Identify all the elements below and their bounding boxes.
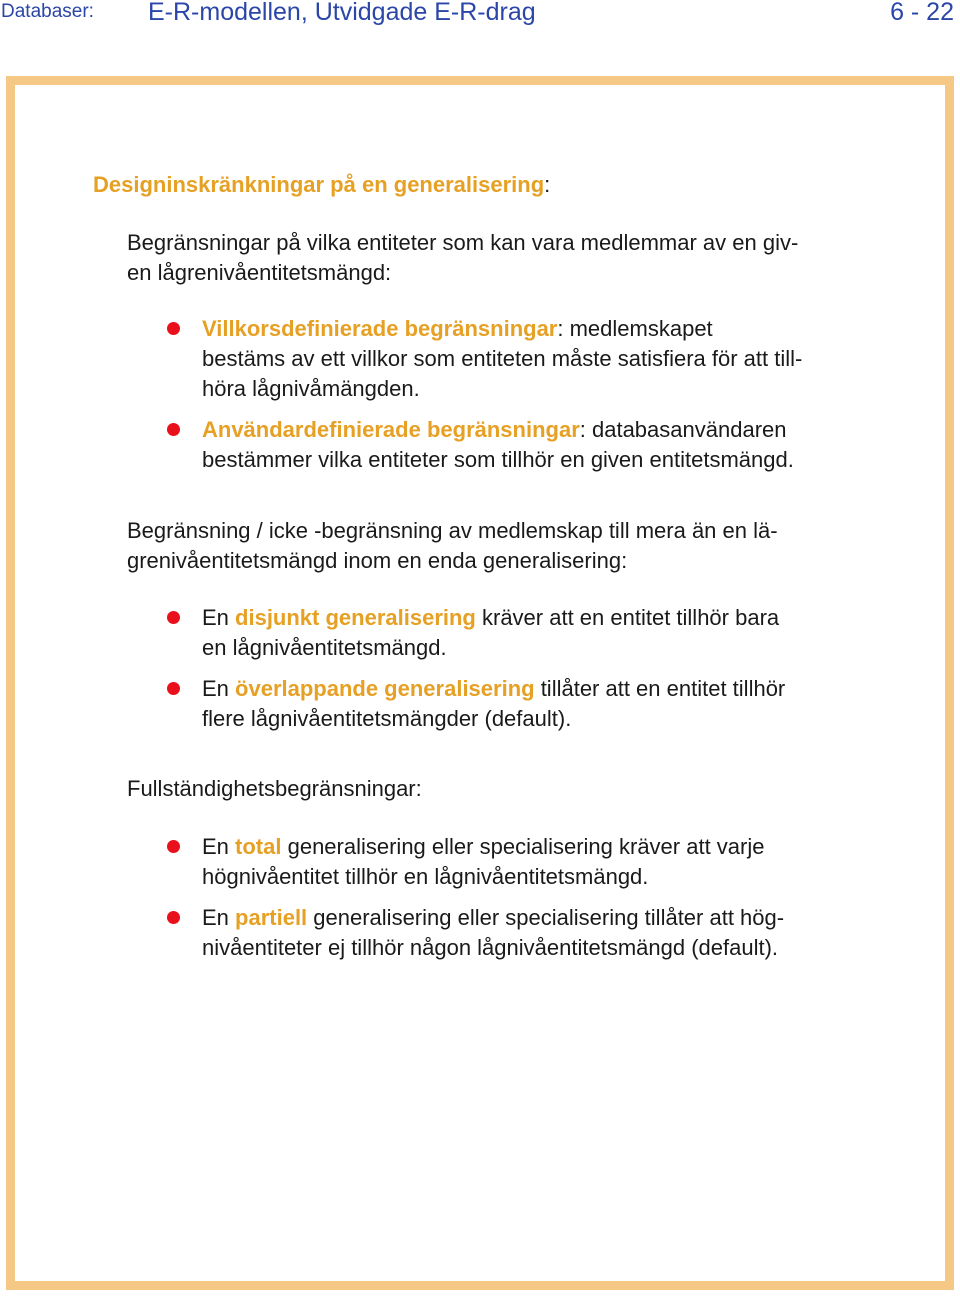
highlight-term: disjunkt generalisering xyxy=(235,605,476,630)
bullet-text: : databasanvändaren xyxy=(579,417,787,442)
section-1-intro-line-2: en lågrenivåentitetsmängd: xyxy=(127,260,392,285)
bullet-line: bestäms av ett villkor som entiteten måste satisfiera för att till- xyxy=(202,346,803,371)
bullet-text: En xyxy=(202,605,236,630)
highlight-term: överlappande generalisering xyxy=(235,676,535,701)
bullet-text: En xyxy=(202,905,236,930)
highlight-term: partiell xyxy=(235,905,308,930)
bullet-line: en lågnivåentitetsmängd. xyxy=(202,635,447,660)
bullet-text: generalisering eller specialisering kräver att varje xyxy=(281,834,765,859)
bullet-line: nivåentiteter ej tillhör någon lågnivåentitetsmängd (default). xyxy=(202,935,779,960)
bullet-dot-icon xyxy=(167,682,180,695)
highlight-term: Användardefinierade begränsningar xyxy=(202,417,580,442)
heading-text: Designinskränkningar på en generalisering xyxy=(93,172,545,197)
bullet-line xyxy=(202,903,784,933)
bullet-line xyxy=(202,603,779,633)
bullet-text: : medlemskapet xyxy=(557,316,713,341)
bullet-line xyxy=(202,832,765,862)
highlight-term: total xyxy=(235,834,282,859)
bullet-text: tillåter att en entitet tillhör xyxy=(534,676,786,701)
section-2-intro-line-2: grenivåentitetsmängd inom en enda generalisering: xyxy=(127,548,628,573)
bullet-text: kräver att en entitet tillhör bara xyxy=(475,605,780,630)
bullet-line: flere lågnivåentitetsmängder (default). xyxy=(202,706,572,731)
page-number: 6 - 22 xyxy=(890,0,954,26)
bullet-line: höra lågnivåmängden. xyxy=(202,376,420,401)
header-title: E-R-modellen, Utvidgade E-R-drag xyxy=(148,0,536,26)
bullet-dot-icon xyxy=(167,423,180,436)
bullet-line xyxy=(202,314,713,344)
slide-heading xyxy=(93,170,550,200)
bullet-dot-icon xyxy=(167,911,180,924)
bullet-line: bestämmer vilka entiteter som tillhör en given entitetsmängd. xyxy=(202,447,794,472)
bullet-dot-icon xyxy=(167,322,180,335)
bullet-dot-icon xyxy=(167,611,180,624)
bullet-line: högnivåentitet tillhör en lågnivåentitetsmängd. xyxy=(202,864,649,889)
bullet-line xyxy=(202,415,787,445)
bullet-line xyxy=(202,674,785,704)
section-2-intro-line-1: Begränsning / icke -begränsning av medlemskap till mera än en lä- xyxy=(127,518,778,543)
highlight-term: Villkorsdefinierade begränsningar xyxy=(202,316,558,341)
bullet-text: En xyxy=(202,834,236,859)
section-3-intro: Fullständighetsbegränsningar: xyxy=(127,776,422,801)
heading-colon: : xyxy=(544,172,551,197)
header-label: Databaser: xyxy=(1,1,94,22)
bullet-dot-icon xyxy=(167,840,180,853)
bullet-text: generalisering eller specialisering tillåter att hög- xyxy=(307,905,785,930)
section-1-intro-line-1: Begränsningar på vilka entiteter som kan vara medlemmar av en giv- xyxy=(127,230,799,255)
bullet-text: En xyxy=(202,676,236,701)
